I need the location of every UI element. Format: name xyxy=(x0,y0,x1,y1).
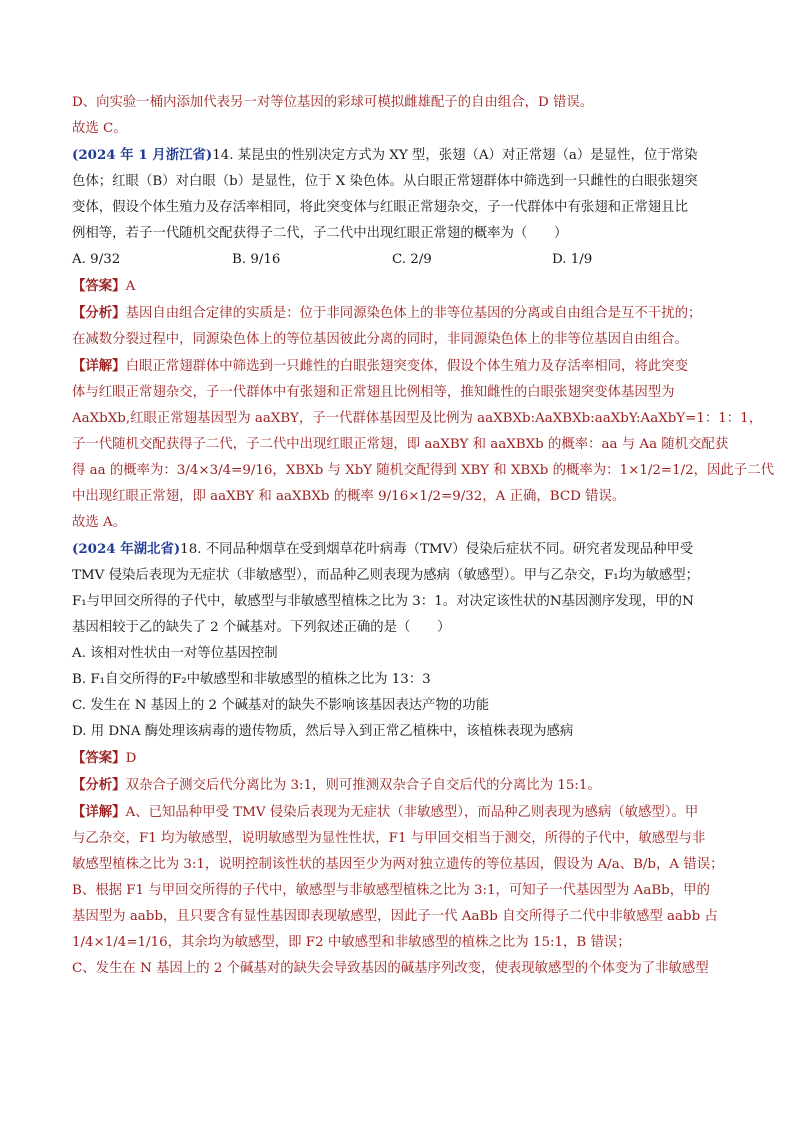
q14-detail-text-1: 白眼正常翅群体中筛选到一只雌性的白眼张翅突变体，假设个体生殖力及存活率相同，将此突变 xyxy=(125,359,688,374)
prev-choose: 故选 C。 xyxy=(72,121,127,136)
q18-analysis-text-1: 双杂合子测交后代分离比为 3:1，则可推测双杂合子自交后代的分离比为 15:1。 xyxy=(125,778,601,793)
q18-answer-value: D xyxy=(125,751,137,766)
q18-detail-line-1 xyxy=(72,799,732,826)
q14-analysis-line-2: 在减数分裂过程中，同源染色体上的等位基因彼此分离的同时，非同源染色体上的非等位基因自由组合。 xyxy=(72,332,688,347)
q14-analysis-text-1: 基因自由组合定律的实质是：位于非同源染色体上的非等位基因的分离或自由组合是互不干扰的； xyxy=(125,306,702,321)
q14-stem-line-1 xyxy=(72,142,732,169)
q14-option-d: D. 1/9 xyxy=(552,252,593,267)
q18-stem-line-2: TMV 侵染后表现为无症状（非敏感型），而品种乙则表现为感病（敏感型）。甲与乙杂交，F₁均为敏感型； xyxy=(72,568,700,583)
q14-choose: 故选 A。 xyxy=(72,515,127,530)
q14-answer-value: A xyxy=(125,279,136,294)
analysis-tag: 【分析】 xyxy=(72,305,126,321)
analysis-tag: 【分析】 xyxy=(72,777,126,793)
q14-option-a: A. 9/32 xyxy=(72,252,121,267)
q18-stem-line-3: F₁与甲回交所得的子代中，敏感型与非敏感型植株之比为 3：1。对决定该性状的N基因测序发现，甲的N xyxy=(72,594,694,609)
q18-analysis-line-1 xyxy=(72,772,732,799)
q14-stem-text-1: 14. 某昆虫的性别决定方式为 XY 型，张翅（A）对正常翅（a）是显性，位于常染 xyxy=(212,148,698,163)
q18-option-d: D. 用 DNA 酶处理该病毒的遗传物质，然后导入到正常乙植株中，该植株表现为感病 xyxy=(72,724,574,739)
q14-detail-line-4: 子一代随机交配获得子二代，子二代中出现红眼正常翅，即 aaXBY 和 aaXBXb 的概率：aa 与 Aa 随机交配获 xyxy=(72,437,729,452)
document-page xyxy=(72,90,774,982)
q18-detail-text-1: A、已知品种甲受 TMV 侵染后表现为无症状（非敏感型），而品种乙则表现为感病（敏感型）。甲 xyxy=(125,805,699,820)
answer-tag: 【答案】 xyxy=(72,278,126,294)
detail-tag: 【详解】 xyxy=(72,804,126,820)
q14-detail-line-2: 体与红眼正常翅杂交，子一代群体中有张翅和正常翅且比例相等，推知雌性的白眼张翅突变体基因型为 xyxy=(72,385,675,400)
answer-tag: 【答案】 xyxy=(72,750,126,766)
q14-answer xyxy=(72,273,732,300)
q14-option-c: C. 2/9 xyxy=(392,252,432,267)
q18-detail-line-7: C、发生在 N 基因上的 2 个碱基对的缺失会导致基因的碱基序列改变，使表现敏感型的个体变为了非敏感型 xyxy=(72,961,709,976)
q14-detail-line-1 xyxy=(72,353,732,380)
q14-analysis-line-1 xyxy=(72,300,732,327)
q18-detail-line-5: 基因型为 aabb，且只要含有显性基因即表现敏感型，因此子一代 AaBb 自交所得子二代中非敏感型 aabb 占 xyxy=(72,909,718,924)
q18-stem-line-4: 基因相较于乙的缺失了 2 个碱基对。下列叙述正确的是（ ） xyxy=(72,620,451,635)
detail-tag: 【详解】 xyxy=(72,358,126,374)
q18-detail-line-6: 1/4×1/4=1/16，其余均为敏感型，即 F2 中敏感型和非敏感型的植株之比为 15:1，B 错误； xyxy=(72,935,631,950)
q14-source: (2024 年 1 月浙江省) xyxy=(72,147,213,163)
q18-detail-line-3: 敏感型植株之比为 3:1，说明控制该性状的基因至少为两对独立遗传的等位基因，假设为 A/a、B/b，A 错误； xyxy=(72,857,724,872)
q18-option-c: C. 发生在 N 基因上的 2 个碱基对的缺失不影响该基因表达产物的功能 xyxy=(72,698,490,713)
q18-stem-line-1 xyxy=(72,536,732,563)
prev-option-d-explanation: D、向实验一桶内添加代表另一对等位基因的彩球可模拟雌雄配子的自由组合，D 错误。 xyxy=(72,95,594,110)
q14-detail-line-3: AaXbXb,红眼正常翅基因型为 aaXBY，子一代群体基因型及比例为 aaXBXb:AaXBXb:aaXbY:AaXbY=1：1：1， xyxy=(72,411,763,426)
q18-stem-text-1: 18. 不同品种烟草在受到烟草花叶病毒（TMV）侵染后症状不同。研究者发现品种甲受 xyxy=(180,542,694,557)
q14-stem-line-4: 例相等，若子一代随机交配获得子二代，子二代中出现红眼正常翅的概率为（ ） xyxy=(72,226,568,241)
q18-source: (2024 年湖北省) xyxy=(72,541,181,557)
q14-option-b: B. 9/16 xyxy=(232,252,281,267)
q14-stem-line-2: 色体；红眼（B）对白眼（b）是显性，位于 X 染色体。从白眼正常翅群体中筛选到一只雌性的白眼张翅突 xyxy=(72,174,698,189)
q14-detail-line-6: 中出现红眼正常翅，即 aaXBY 和 aaXBXb 的概率 9/16×1/2=9/32，A 正确，BCD 错误。 xyxy=(72,489,626,504)
q18-option-b: B. F₁自交所得的F₂中敏感型和非敏感型的植株之比为 13：3 xyxy=(72,672,431,687)
q18-answer xyxy=(72,745,732,772)
q18-option-a: A. 该相对性状由一对等位基因控制 xyxy=(72,646,278,661)
q14-detail-line-5: 得 aa 的概率为：3/4×3/4=9/16，XBXb 与 XbY 随机交配得到 XBY 和 XBXb 的概率为：1×1/2=1/2，因此子二代 xyxy=(72,463,774,478)
q14-stem-line-3: 变体，假设个体生殖力及存活率相同，将此突变体与红眼正常翅杂交，子一代群体中有张翅和正常翅且比 xyxy=(72,200,688,215)
q18-detail-line-4: B、根据 F1 与甲回交所得的子代中，敏感型与非敏感型植株之比为 3:1，可知子一代基因型为 AaBb，甲的 xyxy=(72,883,710,898)
q14-options xyxy=(72,247,732,273)
q18-detail-line-2: 与乙杂交，F1 均为敏感型，说明敏感型为显性性状，F1 与甲回交相当于测交，所得的子代中，敏感型与非 xyxy=(72,831,706,846)
